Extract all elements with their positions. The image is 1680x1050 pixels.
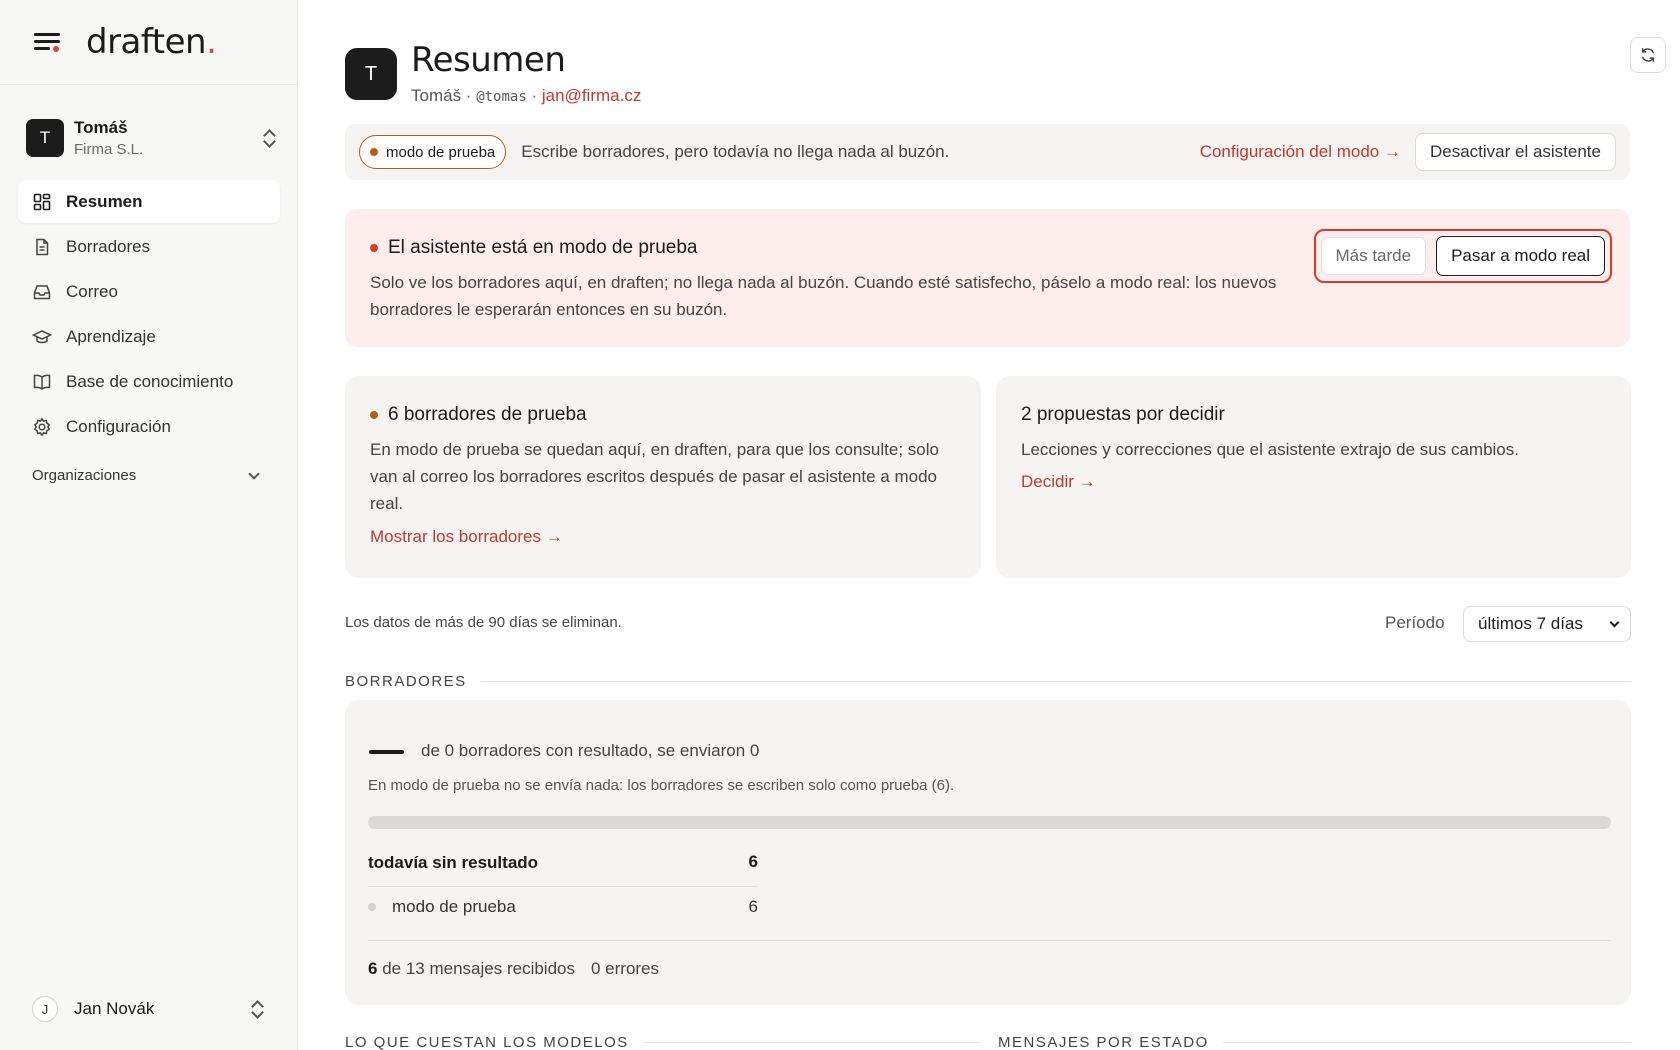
- sidebar-item-aprendizaje[interactable]: [18, 315, 280, 358]
- errors-count: 0 errores: [590, 959, 660, 978]
- test-mode-badge: [359, 135, 506, 169]
- dash-icon: [369, 750, 404, 754]
- period-selected-value: últimos 7 días: [1478, 614, 1583, 633]
- row-label: modo de prueba: [392, 897, 516, 916]
- card-title: [370, 404, 587, 426]
- retention-note: Los datos de más de 90 días se eliminan.: [345, 614, 622, 631]
- row-value: 6: [748, 852, 758, 871]
- profile-email-link[interactable]: jan@firma.cz: [541, 86, 642, 105]
- sidebar-item-borradores[interactable]: [18, 225, 280, 268]
- document-icon: [32, 237, 52, 257]
- section-label: Organizaciones: [32, 467, 137, 484]
- org-avatar: T: [26, 119, 64, 157]
- drafts-panel: [345, 700, 1631, 1005]
- user-switcher[interactable]: [32, 993, 264, 1025]
- user-name: Jan Novák: [74, 999, 155, 1018]
- status-dot: [368, 903, 376, 911]
- sidebar-item-resumen[interactable]: [18, 180, 280, 223]
- dashboard-icon: [32, 192, 52, 212]
- deactivate-assistant-button[interactable]: Desactivar el asistente: [1415, 133, 1616, 171]
- sidebar-item-label: Borradores: [66, 236, 151, 256]
- inbox-icon: [32, 282, 52, 302]
- section-heading-text: BORRADORES: [345, 673, 467, 690]
- go-real-mode-button[interactable]: Pasar a modo real: [1436, 236, 1605, 276]
- org-switcher[interactable]: [26, 114, 276, 162]
- costs-section-heading: [345, 1034, 981, 1050]
- received-text: de 13 mensajes recibidos: [382, 959, 575, 978]
- badge-label: modo de prueba: [386, 143, 496, 161]
- status-dot: [370, 244, 378, 252]
- row-label-wrap: [368, 897, 738, 917]
- card-body: En modo de prueba se quedan aquí, en draften, para que los consulte; solo van al correo los borradores escritos después de pasar el asistente a modo real.: [370, 440, 939, 513]
- sidebar-item-label: Aprendizaje: [66, 326, 156, 346]
- card-title: 2 propuestas por decidir: [1021, 404, 1225, 425]
- card-title-text: 6 borradores de prueba: [388, 404, 587, 425]
- period-select[interactable]: [1463, 606, 1631, 642]
- main-content: [298, 0, 1680, 1050]
- alert-title-text: El asistente está en modo de prueba: [388, 237, 698, 258]
- period-label: Período: [1385, 613, 1445, 632]
- row-value: 6: [748, 897, 758, 916]
- later-button[interactable]: Más tarde: [1321, 237, 1427, 275]
- profile-name: Tomáš: [411, 86, 462, 105]
- profile-handle: @tomas: [476, 89, 527, 105]
- received-count: 6: [368, 959, 378, 978]
- gear-icon: [32, 417, 52, 437]
- table-row: [368, 852, 758, 887]
- org-company-name: Firma S.L.: [74, 141, 144, 158]
- logo[interactable]: draften.: [86, 22, 217, 62]
- alert-body: Solo ve los borradores aquí, en draften; no llega nada al buzón. Cuando esté satisfecho, páselo a modo real: los nuevos borradores le esperarán entonces en su buzón.: [370, 273, 1277, 319]
- separator: ·: [461, 86, 477, 105]
- organizations-section-toggle[interactable]: [32, 467, 264, 484]
- table-row: [368, 897, 758, 917]
- drafts-note: En modo de prueba no se envía nada: los borradores se escriben solo como prueba (6).: [368, 777, 955, 794]
- sidebar-item-label: Resumen: [66, 191, 143, 211]
- sidebar-item-label: Base de conocimiento: [66, 371, 234, 391]
- book-icon: [32, 372, 52, 392]
- page-header: [345, 40, 641, 106]
- test-drafts-card: [345, 376, 981, 578]
- chevron-down-icon: [1610, 618, 1620, 628]
- sent-progress-bar: [368, 816, 1611, 829]
- section-heading-text: LO QUE CUESTAN LOS MODELOS: [345, 1034, 629, 1050]
- sidebar-item-correo[interactable]: [18, 270, 280, 313]
- status-dot: [370, 411, 378, 419]
- sidebar-item-label: Configuración: [66, 416, 171, 436]
- brand-bar: [0, 0, 297, 85]
- chevron-up-down-icon: [262, 128, 276, 148]
- sidebar-item-base-conocimiento[interactable]: [18, 360, 280, 403]
- mode-description: Escribe borradores, pero todavía no llega nada al buzón.: [521, 142, 950, 161]
- card-body: Lecciones y correcciones que el asistente extrajo de sus cambios.: [1021, 440, 1519, 459]
- decide-link[interactable]: Decidir →: [1021, 472, 1096, 491]
- show-drafts-link[interactable]: Mostrar los borradores →: [370, 527, 563, 546]
- drafts-footer: [368, 959, 659, 979]
- org-user-name: Tomáš: [74, 118, 128, 137]
- page-title: Resumen: [411, 40, 566, 80]
- row-label: todavía sin resultado: [368, 853, 539, 872]
- chevron-up-down-icon: [250, 999, 264, 1019]
- proposals-card: [996, 376, 1631, 578]
- refresh-icon: [1639, 46, 1657, 64]
- section-heading-text: MENSAJES POR ESTADO: [998, 1034, 1209, 1050]
- drafts-summary: de 0 borradores con resultado, se enviaron 0: [421, 741, 760, 760]
- test-mode-alert: [345, 209, 1630, 347]
- chevron-down-icon: [248, 468, 259, 479]
- graduation-cap-icon: [32, 327, 52, 347]
- mode-bar: [345, 124, 1630, 180]
- profile-avatar: T: [345, 48, 397, 100]
- menu-icon[interactable]: [34, 32, 60, 52]
- status-section-heading: [998, 1034, 1631, 1050]
- alert-title: [370, 237, 697, 259]
- refresh-button[interactable]: [1630, 37, 1666, 73]
- drafts-section-heading: [345, 673, 1631, 690]
- sidebar: [0, 0, 298, 1050]
- profile-line: [411, 86, 641, 106]
- sidebar-nav: [18, 180, 280, 450]
- sidebar-item-configuracion[interactable]: [18, 405, 280, 448]
- user-avatar: J: [32, 996, 58, 1022]
- sidebar-item-label: Correo: [66, 281, 118, 301]
- mode-settings-link[interactable]: Configuración del modo →: [1199, 142, 1401, 161]
- separator: ·: [526, 86, 542, 105]
- divider: [368, 940, 1611, 941]
- alert-actions: [1314, 229, 1613, 283]
